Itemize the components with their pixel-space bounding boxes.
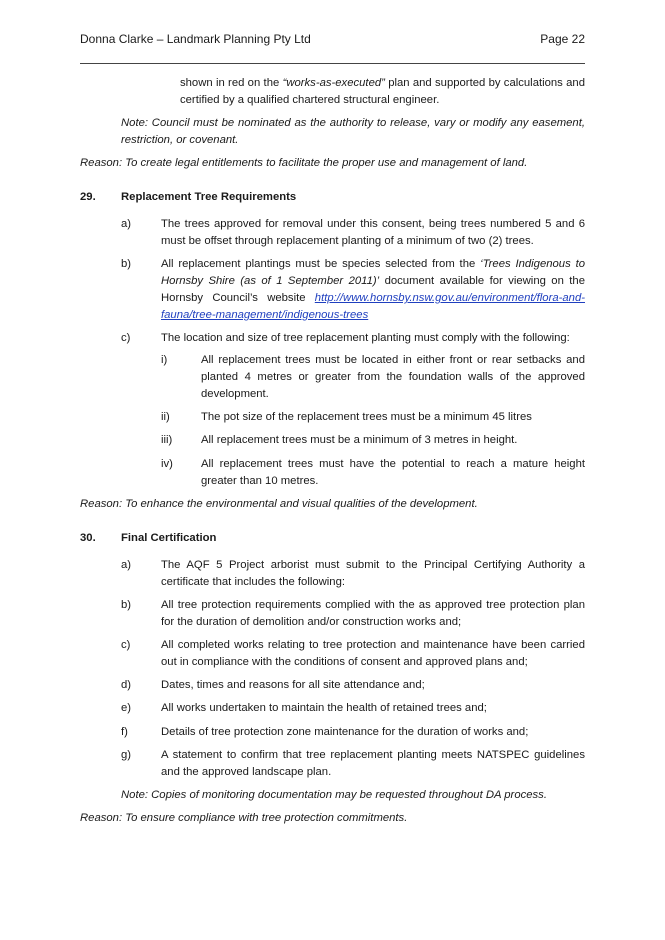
intro-reason: Reason: To create legal entitlements to facilitate the proper use and management of land. <box>80 157 528 169</box>
s30-b-text: All tree protection requirements complied with the as approved tree protection plan for the duration of demolition and/or construction works and; <box>161 599 585 628</box>
intro-text-pre: shown in red on the <box>180 77 283 89</box>
s30-c-text: All completed works relating to tree protection and maintenance have been carried out in compliance with the conditions of consent and approved plans and; <box>161 639 585 668</box>
s30-d-label: d) <box>121 679 132 691</box>
s29-c-iii-text: All replacement trees must be a minimum of 3 metres in height. <box>201 434 518 446</box>
section-29-title: Replacement Tree Requirements <box>121 191 297 203</box>
s30-e-label: e) <box>121 702 132 714</box>
intro-quote: “works-as-executed” <box>282 77 385 89</box>
s29-c-ii-label: ii) <box>161 411 170 423</box>
s29-a-label: a) <box>121 218 132 230</box>
s30-f-label: f) <box>121 726 128 738</box>
section-30-title: Final Certification <box>121 532 217 544</box>
s29-c-iv-text: All replacement trees must have the potential to reach a mature height greater than 10 metres. <box>201 458 585 487</box>
s29-a-text: The trees approved for removal under this consent, being trees numbered 5 and 6 must be offset through replacement planting of a minimum of two (2) trees. <box>161 218 585 247</box>
intro-note: Note: Council must be nominated as the authority to release, vary or modify any easement, restriction, or covenant. <box>121 117 585 146</box>
s29-c-iii-label: iii) <box>161 434 173 446</box>
section-29-number: 29. <box>80 191 96 203</box>
s30-a-label: a) <box>121 559 132 571</box>
s30-a-text: The AQF 5 Project arborist must submit to the Principal Certifying Authority a certificate that includes the following: <box>161 559 585 588</box>
s30-c-label: c) <box>121 639 131 651</box>
s29-c-label: c) <box>121 332 131 344</box>
intro-paragraph <box>180 75 585 109</box>
hornsby-website-link[interactable]: http://www.hornsby.nsw.gov.au/environment/flora-and-fauna/tree-management/indigenous-trees <box>161 292 585 321</box>
header-divider <box>80 63 585 64</box>
s30-d-text: Dates, times and reasons for all site attendance and; <box>161 679 425 691</box>
s29-b-text <box>161 256 585 324</box>
s29-b-quote: ‘Trees Indigenous to Hornsby Shire (as of 1 September 2011)’ <box>161 258 585 287</box>
s30-b-label: b) <box>121 599 132 611</box>
s29-c-ii-text: The pot size of the replacement trees must be a minimum 45 litres <box>201 411 532 423</box>
s29-reason: Reason: To enhance the environmental and visual qualities of the development. <box>80 498 478 510</box>
s29-b-mid: document available for viewing on the Hornsby Council’s website <box>161 275 585 304</box>
section-30-number: 30. <box>80 532 96 544</box>
intro-text-post: plan and supported by calculations and certified by a qualified chartered structural engineer. <box>180 77 585 106</box>
page-number: Page 22 <box>540 32 585 46</box>
s29-c-text: The location and size of tree replacement planting must comply with the following: <box>161 332 570 344</box>
s30-g-label: g) <box>121 749 132 761</box>
s29-c-iv-label: iv) <box>161 458 173 470</box>
s30-reason: Reason: To ensure compliance with tree protection commitments. <box>80 812 408 824</box>
s30-e-text: All works undertaken to maintain the health of retained trees and; <box>161 702 487 714</box>
s30-note: Note: Copies of monitoring documentation may be requested throughout DA process. <box>121 789 547 801</box>
s29-c-i-text: All replacement trees must be located in either front or rear setbacks and planted 4 metres or greater from the foundation walls of the approved development. <box>201 354 585 400</box>
s29-b-pre: All replacement plantings must be species selected from the <box>161 258 481 270</box>
s30-g-text: A statement to confirm that tree replacement planting meets NATSPEC guidelines and the approved landscape plan. <box>161 749 585 778</box>
header-left: Donna Clarke – Landmark Planning Pty Ltd <box>80 32 311 46</box>
s30-f-text: Details of tree protection zone maintenance for the duration of works and; <box>161 726 529 738</box>
s29-c-i-label: i) <box>161 354 168 366</box>
s29-b-label: b) <box>121 258 132 270</box>
